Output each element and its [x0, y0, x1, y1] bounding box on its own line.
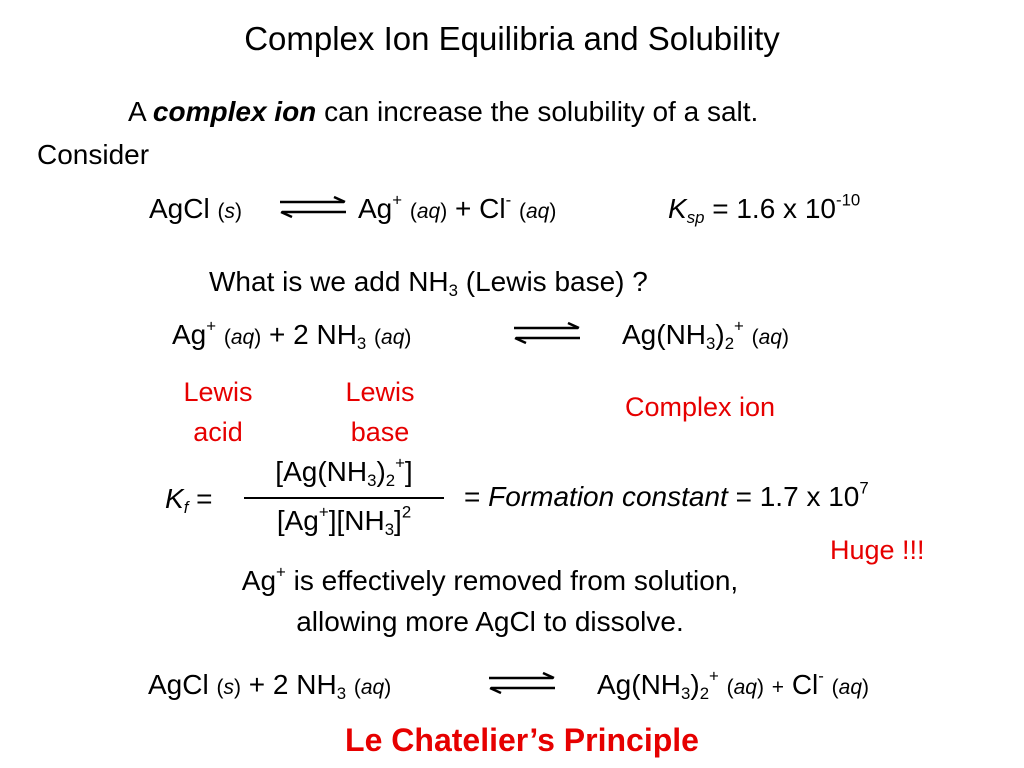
- eq3-state-aq: aq: [360, 676, 385, 699]
- complex-ion-label: Complex ion: [625, 392, 776, 422]
- kf-num-charge: +: [395, 453, 405, 473]
- ksp-sub: sp: [686, 208, 705, 228]
- equilibrium-arrows-icon: [278, 195, 348, 219]
- eq3-plus: +: [248, 669, 266, 700]
- eq3-nh-sub: 3: [336, 684, 347, 704]
- note-ag: Ag: [241, 565, 277, 596]
- kf-den-charge: +: [318, 502, 329, 522]
- fc-exponent: 7: [859, 478, 869, 498]
- kf-den-exp: 2: [401, 502, 412, 522]
- eq3-products: $Ag(NH_3)_2^+$ (aq) + Cl- (aq): [597, 666, 869, 704]
- eq3-prod-a: Ag(NH: [597, 669, 682, 700]
- eq2-state-aq2: aq: [381, 326, 405, 349]
- kf-sub: f: [183, 498, 189, 518]
- eq2-ag-charge: +: [206, 316, 217, 336]
- note-line2: allowing more AgCl to dissolve.: [296, 606, 684, 637]
- kf-k: K: [165, 483, 184, 514]
- eq1-state-aq2: aq: [525, 200, 550, 223]
- eq1-ag-charge: +: [392, 190, 403, 210]
- eq2-prod-state: aq: [758, 326, 782, 349]
- ksp-value: 1.6 x 10: [736, 193, 836, 224]
- eq1-state-s: s: [224, 200, 235, 223]
- eq3-prod-charge: +: [709, 666, 719, 686]
- ksp-exponent: -10: [835, 190, 861, 210]
- kf-numerator: [240, 453, 448, 491]
- intro-rest: can increase the solubility of a salt.: [324, 96, 759, 127]
- kf-num-sub3: 3: [367, 471, 377, 491]
- kf-den-b: ][NH: [328, 505, 385, 536]
- eq2-nh: 2 NH: [293, 319, 357, 350]
- eq2-reactants: Ag+ (aq) + 2 $NH_3$ (aq): [172, 316, 412, 354]
- eq1-reactant: AgCl (s): [149, 193, 242, 224]
- eq3-plus2: +: [771, 676, 785, 699]
- fc-name: Formation constant: [488, 481, 728, 512]
- intro-a: A: [128, 96, 146, 127]
- eq2-state-aq: aq: [230, 326, 255, 349]
- eq1-products: Ag+ (aq) + Cl- (aq): [358, 190, 557, 224]
- lewis-base-line1: Lewis: [345, 377, 415, 407]
- eq3-cl: Cl: [791, 669, 819, 700]
- eq1-cl-charge: -: [505, 190, 512, 210]
- equilibrium-arrows-icon: [512, 321, 582, 345]
- eq1-ag: Ag: [358, 193, 393, 224]
- kf-den-a: [Ag: [276, 505, 319, 536]
- eq3-prod-b: ): [690, 669, 700, 700]
- eq3-cl-state: aq: [838, 676, 862, 699]
- fc-value: 1.7 x 10: [759, 481, 860, 512]
- eq2-nh-sub: 3: [356, 334, 367, 354]
- eq3-nh: 2 NH: [272, 669, 337, 700]
- fraction-bar: [244, 497, 444, 499]
- eq3-agcl: AgCl: [148, 669, 209, 700]
- eq2-prod-sub2: 2: [724, 334, 735, 354]
- ksp-equals: =: [712, 193, 729, 224]
- kf-symbol: [165, 483, 213, 518]
- page-title: Complex Ion Equilibria and Solubility: [244, 20, 780, 57]
- question-post: (Lewis base) ?: [465, 266, 648, 297]
- eq3-cl-charge: -: [818, 666, 824, 686]
- eq3-prod-sub3: 3: [681, 684, 691, 704]
- eq2-prod-b: ): [715, 319, 725, 350]
- consider-text: Consider: [37, 139, 150, 170]
- eq2-prod-sub3: 3: [706, 334, 716, 354]
- intro-emphasis: complex ion: [152, 96, 317, 127]
- eq2-prod-a: Ag(NH: [622, 319, 707, 350]
- question-sub: 3: [448, 281, 458, 301]
- eq3-state-s: s: [223, 676, 234, 699]
- eq1-plus: +: [454, 193, 472, 224]
- eq1-state-aq: aq: [416, 200, 441, 223]
- kf-num-c: ]: [404, 456, 413, 487]
- eq3-prod-sub2: 2: [699, 684, 710, 704]
- note-ag-charge: +: [276, 562, 286, 582]
- ksp-expression: [668, 190, 861, 228]
- lewis-base-label: [330, 372, 430, 452]
- huge-label: Huge !!!: [830, 535, 925, 565]
- question-text: [209, 266, 648, 301]
- equilibrium-arrows-icon: [487, 671, 557, 695]
- kf-equals: =: [196, 483, 213, 514]
- eq1-cl: Cl: [479, 193, 506, 224]
- lewis-base-line2: base: [350, 417, 410, 447]
- lewis-acid-label: [168, 372, 268, 452]
- eq3-reactants: AgCl (s) + 2 $NH_3$ (aq): [148, 669, 392, 704]
- intro-text: [128, 98, 758, 126]
- ksp-k: K: [668, 193, 687, 224]
- kf-num-sub2: 2: [385, 471, 396, 491]
- fc-equals2: =: [735, 481, 752, 512]
- kf-num-a: [Ag(NH: [275, 456, 368, 487]
- note-line1: [150, 562, 830, 596]
- question-pre: What is we add NH: [209, 266, 449, 297]
- note-line1-text: is effectively removed from solution,: [293, 565, 739, 596]
- eq2-product: $Ag(NH_3)_2^+$ (aq): [622, 316, 789, 354]
- principle-heading: Le Chatelier’s Principle: [345, 722, 699, 758]
- kf-den-sub3: 3: [384, 520, 395, 540]
- eq2-ag: Ag: [172, 319, 207, 350]
- kf-denominator: [240, 502, 448, 540]
- formation-constant: [464, 478, 869, 512]
- fc-equals: =: [464, 481, 481, 512]
- eq3-prod-state: aq: [733, 676, 757, 699]
- eq1-agcl: AgCl: [149, 193, 210, 224]
- eq2-plus: +: [268, 319, 286, 350]
- lewis-acid-line2: acid: [193, 417, 243, 447]
- kf-den-c: ]: [394, 505, 402, 536]
- kf-num-b: ): [376, 456, 386, 487]
- lewis-acid-line1: Lewis: [183, 377, 253, 407]
- eq2-prod-charge: +: [734, 316, 744, 336]
